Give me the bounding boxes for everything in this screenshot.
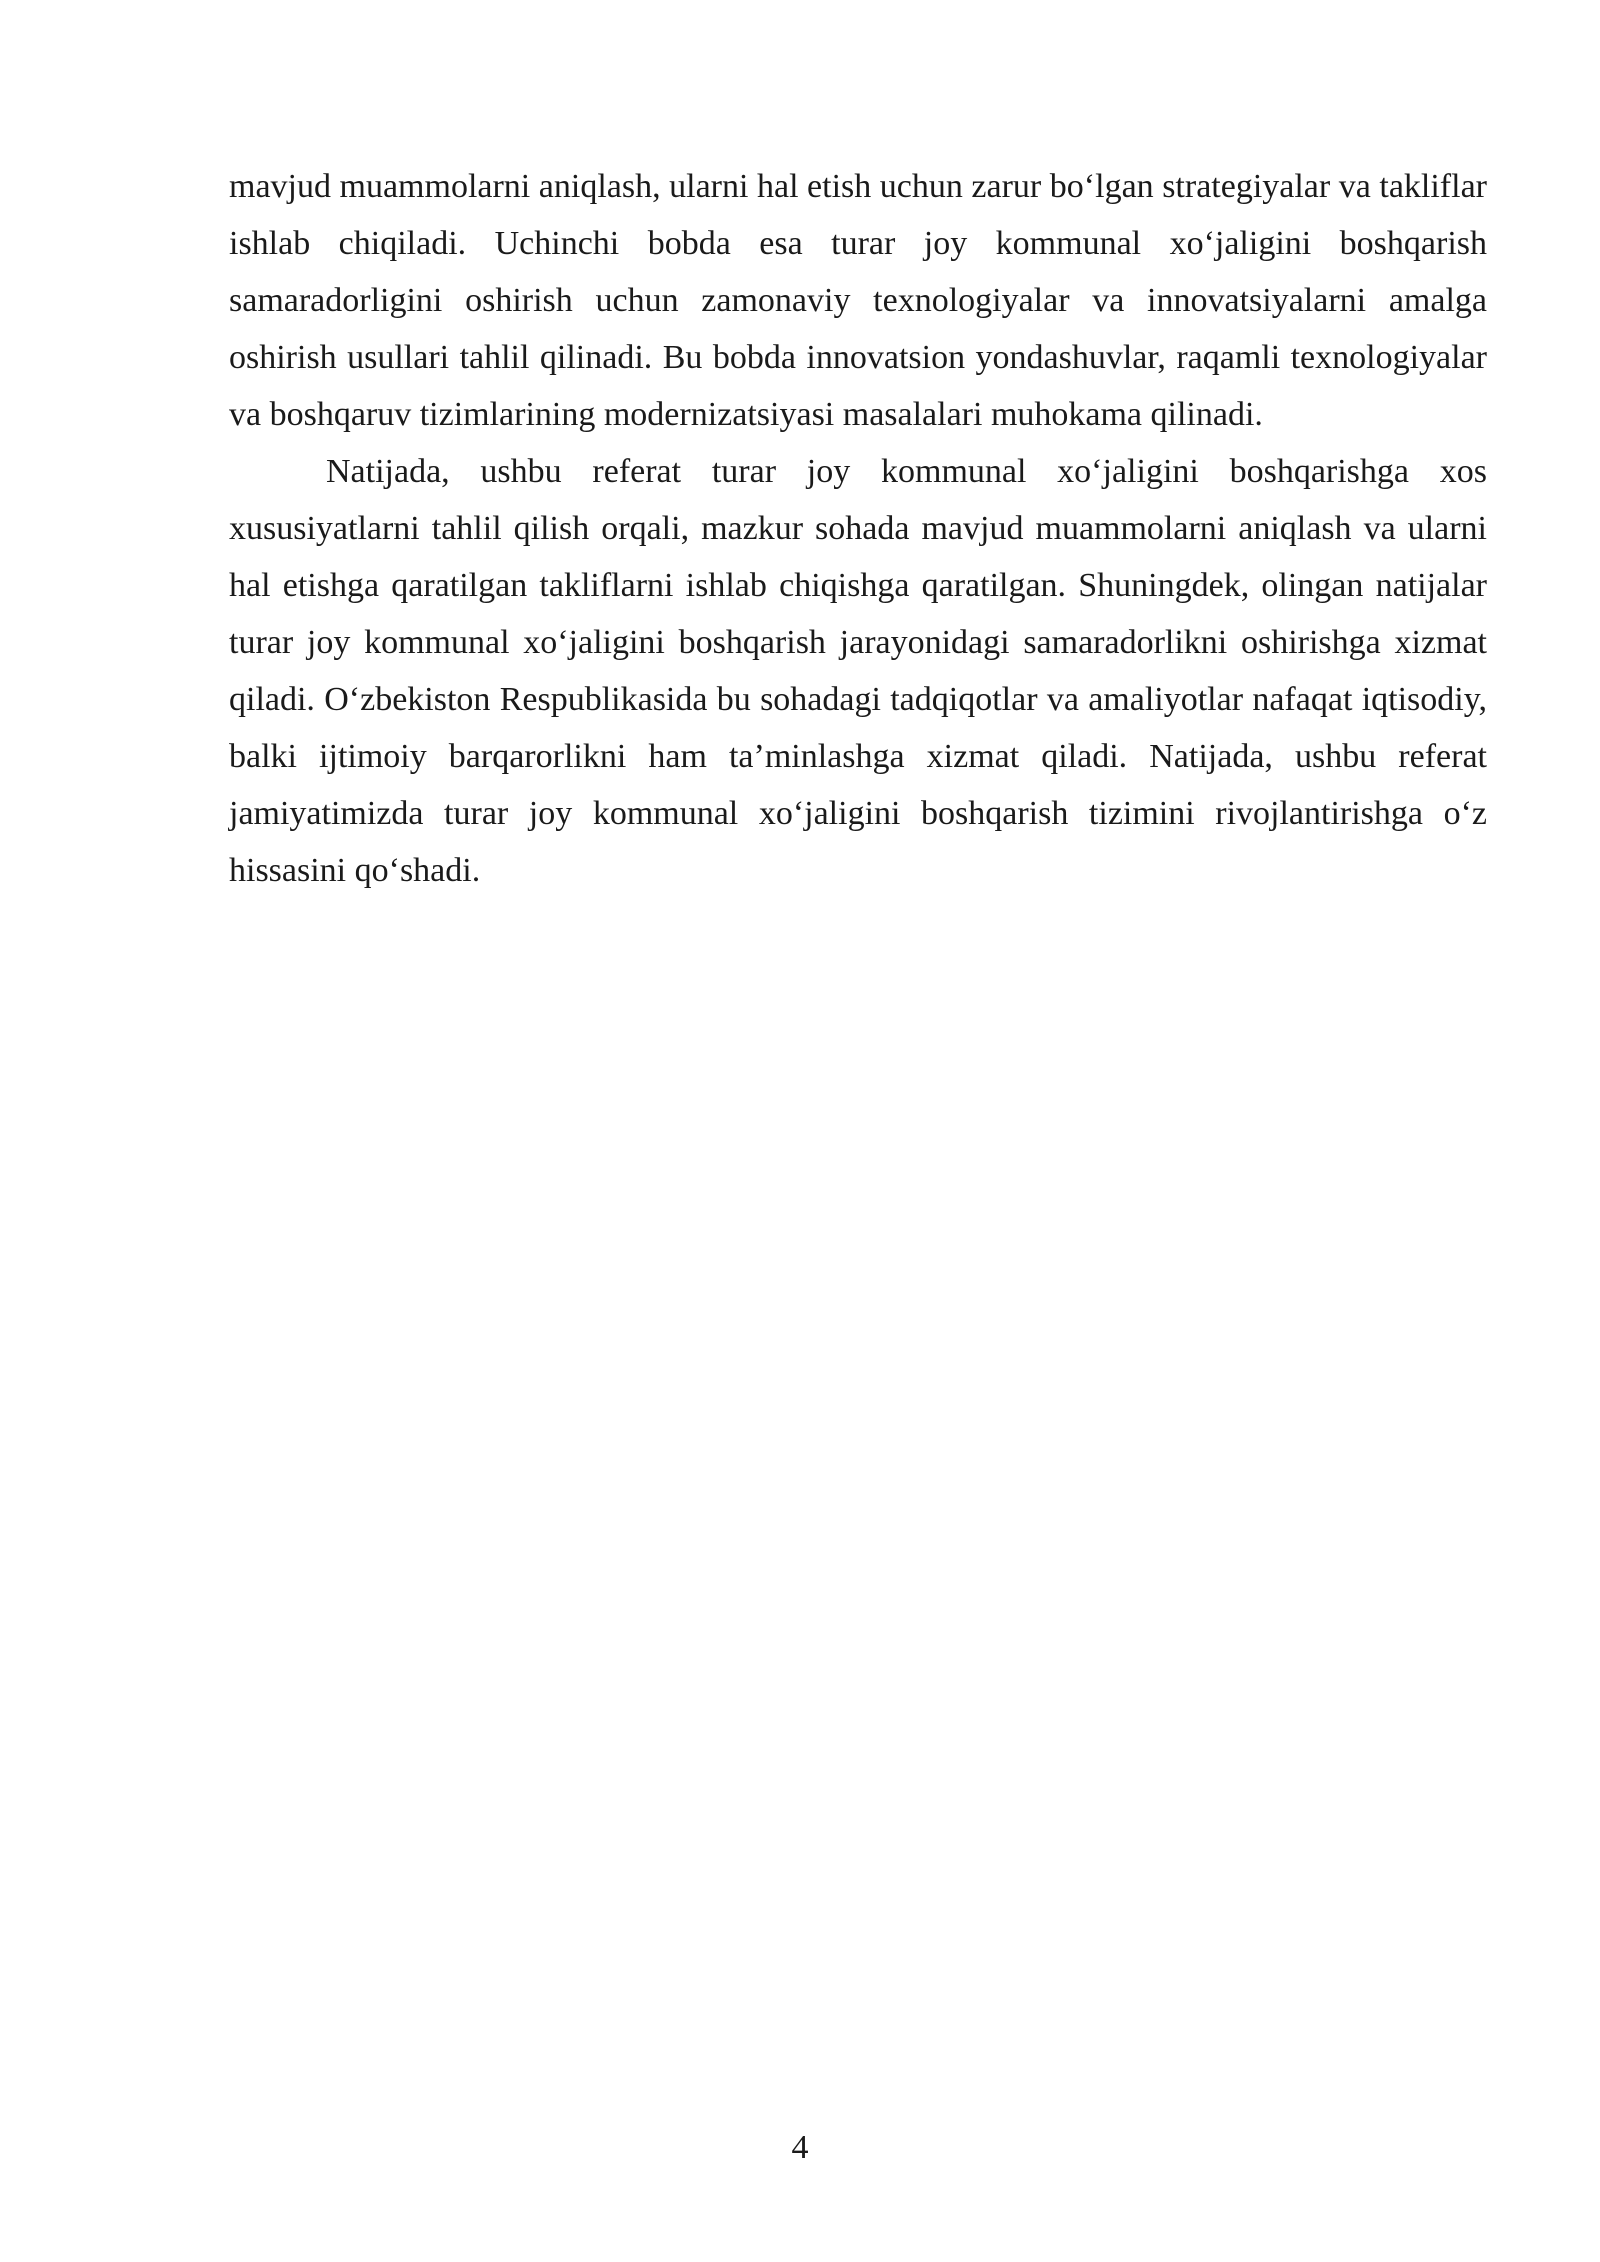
paragraph-continuation: mavjud muammolarni aniqlash, ularni hal etish uchun zarur bo‘lgan strategiyalar va takliflar ishlab chiqiladi. Uchinchi bobda esa turar joy kommunal xo‘jaligini boshqarish samaradorligini oshirish uchun zamonaviy texnologiyalar va innovatsiyalarni amalga oshirish usullari tahlil qilinadi. Bu bobda innovatsion yondashuvlar, raqamli texnologiyalar va boshqaruv tizimlarining modernizatsiyasi masalalari muhokama qilinadi. (229, 168, 1487, 433)
page-number: 4 (791, 2129, 809, 2166)
paragraph-conclusion: Natijada, ushbu referat turar joy kommunal xo‘jaligini boshqarishga xos xususiyatlarni tahlil qilish orqali, mazkur sohada mavjud muammolarni aniqlash va ularni hal etishga qaratilgan takliflarni ishlab chiqishga qaratilgan. Shuningdek, olingan natijalar turar joy kommunal xo‘jaligini boshqarish jarayonidagi samaradorlikni oshirishga xizmat qiladi. O‘zbekiston Respublikasida bu sohadagi tadqiqotlar va amaliyotlar nafaqat iqtisodiy, balki ijtimoiy barqarorlikni ham ta’minlashga xizmat qiladi. Natijada, ushbu referat jamiyatimizda turar joy kommunal xo‘jaligini boshqarish tizimini rivojlantirishga o‘z hissasini qo‘shadi. (229, 453, 1487, 889)
body-text (229, 158, 1487, 899)
